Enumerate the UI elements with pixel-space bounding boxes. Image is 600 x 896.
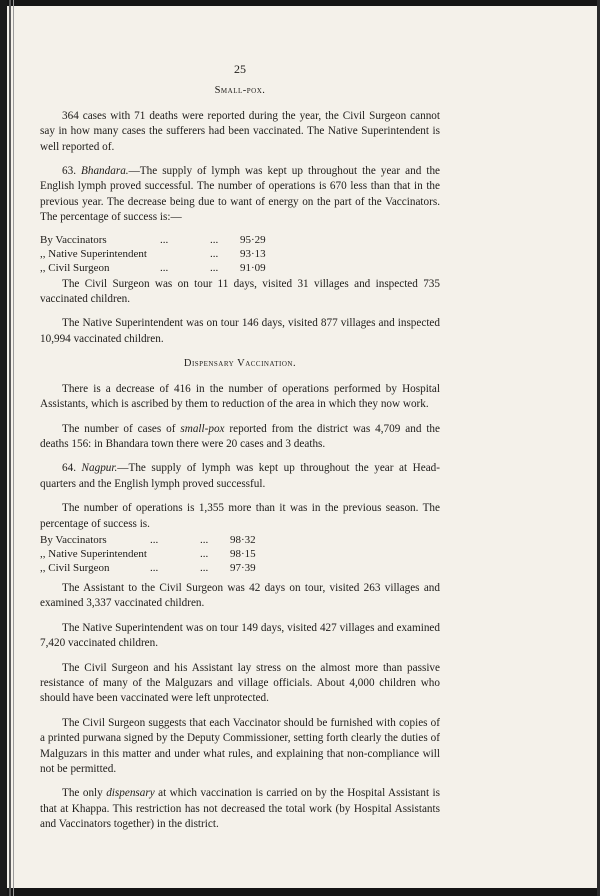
table-row — [40, 247, 266, 261]
row-dots: ... — [200, 561, 209, 574]
row-dots: ... — [150, 561, 159, 574]
row-value: 93·13 — [240, 247, 266, 260]
row-dots — [150, 547, 200, 561]
section-heading-small-pox: Small-pox. — [214, 85, 266, 97]
row-label: ,, Civil Surgeon — [40, 261, 110, 274]
nagpur-native-tour-paragraph: The Native Superintendent was on tour 149 days, visited 427 villages and examined 7,420 vaccinated children. — [40, 621, 440, 650]
row-label: By Vaccinators — [40, 233, 107, 246]
dispensary-vaccination-heading: Dispensary Vaccination. — [183, 358, 297, 370]
nagpur-operations-paragraph: The number of operations is 1,355 more than it was in the previous season. The percentage of success is. — [40, 502, 440, 530]
table-row — [40, 547, 256, 561]
assistant-tour-paragraph: The Assistant to the Civil Surgeon was 42 days on tour, visited 263 villages and examined 3,337 vaccinated children. — [40, 581, 440, 610]
row-label: ,, Civil Surgeon — [40, 561, 110, 574]
dispensary-term: dispensary — [106, 787, 155, 800]
dispensary-paragraph: There is a decrease of 416 in the number of operations performed by Hospital Assistants, which is ascribed by them to reduction of the area in which they now work. — [40, 382, 440, 411]
row-value: 91·09 — [240, 261, 266, 274]
table-row — [40, 261, 266, 275]
row-dots: ... — [210, 261, 219, 274]
row-dots — [160, 247, 210, 261]
nagpur-number: 64. — [62, 462, 76, 475]
intro-paragraph: 364 cases with 71 deaths were reported during the year, the Civil Surgeon cannot say in how many cases the sufferers had been vaccinated. The Native Superintendent is well reported of. — [40, 109, 440, 153]
row-dots: ... — [160, 233, 169, 246]
smallpox-term: small-pox — [180, 422, 225, 435]
nagpur-name: Nagpur. — [81, 462, 118, 475]
purwana-suggestion-paragraph: The Civil Surgeon suggests that each Vaccinator should be furnished with copies of a printed purwana signed by the Deputy Commissioner, setting forth clearly the duties of Malguzars in this matter and under what rules, and explaining that non-compliance will not be permitted. — [40, 716, 440, 775]
row-dots: ... — [200, 533, 209, 546]
scan-border-left-line — [9, 0, 11, 896]
row-label: By Vaccinators — [40, 533, 107, 546]
bhandara-paragraph — [40, 164, 440, 226]
document-page — [40, 62, 440, 842]
row-dots: ... — [210, 247, 219, 260]
scan-border-top — [0, 0, 600, 6]
page-number: 25 — [234, 62, 246, 76]
row-value: 97·39 — [230, 561, 256, 574]
scan-border-left-line-2 — [13, 0, 14, 896]
bhandara-percentage-table — [40, 233, 266, 275]
nagpur-paragraph — [40, 461, 440, 492]
smallpox-cases-paragraph — [40, 422, 440, 453]
bhandara-text: —The supply of lymph was kept up throughout the year and the English lymph proved successful. The number of operations is 670 less than that in the previous year. The decrease being due to want of energy on the part of the Vaccinators. The percentage of success is:— — [40, 165, 441, 224]
row-value: 95·29 — [240, 233, 266, 246]
civil-surgeon-tour-paragraph: The Civil Surgeon was on tour 11 days, visited 31 villages and inspected 735 vaccinated children. — [40, 277, 440, 306]
bhandara-name: Bhandara. — [81, 165, 129, 178]
row-dots: ... — [150, 533, 159, 546]
bhandara-number: 63. — [62, 165, 76, 178]
table-row — [40, 561, 256, 575]
scan-border-bottom — [0, 888, 600, 896]
table-row — [40, 533, 256, 547]
row-dots: ... — [210, 233, 219, 246]
scan-border-left — [0, 0, 7, 896]
row-dots: ... — [200, 547, 209, 560]
row-label: ,, Native Superintendent — [40, 247, 147, 260]
row-dots: ... — [160, 261, 169, 274]
nagpur-percentage-table — [40, 533, 256, 575]
native-superintendent-tour-paragraph: The Native Superintendent was on tour 146 days, visited 877 villages and inspected 10,994 vaccinated children. — [40, 317, 440, 345]
table-row — [40, 233, 266, 247]
text-span: The number of cases of — [62, 422, 181, 435]
row-value: 98·32 — [230, 533, 256, 546]
text-span: at which vaccination is carried on by the Hospital Assistant is that at Khappa. This restriction has not decreased the total work (by Hospital Assistants and Vaccinators together) in the district. — [40, 787, 440, 831]
khappa-dispensary-paragraph — [40, 786, 440, 832]
row-label: ,, Native Superintendent — [40, 547, 147, 560]
resistance-paragraph: The Civil Surgeon and his Assistant lay stress on the almost more than passive resistance of many of the Malguzars and village officials. About 4,000 children who should have been vaccinated were left unprotected. — [40, 661, 440, 705]
nagpur-text: —The supply of lymph was kept up throughout the year at Head-quarters and the English lymph proved successful. — [40, 462, 440, 490]
row-value: 98·15 — [230, 547, 256, 560]
text-span: The only — [62, 787, 107, 800]
text-span: reported from the district was 4,709 and the deaths 156: in Bhandara town there were 20 cases and 3 deaths. — [40, 422, 440, 450]
